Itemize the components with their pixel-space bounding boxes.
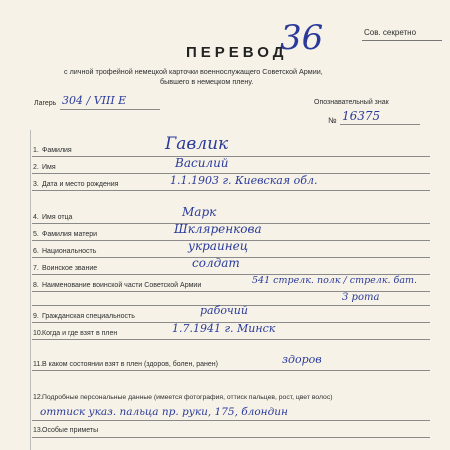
field-4-num: 4.: [33, 214, 39, 221]
field-8-value-2: 3 рота: [342, 292, 380, 303]
field-1-label: Фамилия: [42, 147, 72, 154]
field-8-label: Наименование воинской части Советской Армии: [42, 282, 202, 289]
field-11-value: здоров: [282, 353, 322, 366]
tag-label: Опознавательный знак: [314, 99, 389, 106]
field-11-line: [32, 370, 430, 371]
subtitle-line-1: с личной трофейной немецкой карточки военнослужащего Советской Армии,: [64, 67, 323, 76]
field-10-line: [32, 339, 430, 340]
field-9-num: 9.: [33, 313, 39, 320]
field-13-num: 13.: [33, 427, 43, 434]
field-10-num: 10.: [33, 330, 43, 337]
field-7-label: Воинское звание: [42, 265, 98, 272]
field-4-value: Марк: [182, 205, 217, 219]
field-3-label: Дата и место рождения: [42, 181, 119, 188]
field-6-num: 6.: [33, 248, 39, 255]
field-9-value: рабочий: [200, 304, 248, 317]
field-3-line: [32, 190, 430, 191]
field-11-num: 11.: [33, 361, 43, 368]
field-1-value: Гавлик: [165, 134, 229, 154]
field-12-label: Подробные персональные данные (имеется фотография, оттиск пальцев, рост, цвет волос): [42, 394, 333, 401]
document-title: ПЕРЕВОД: [186, 44, 288, 61]
field-1-num: 1.: [33, 147, 39, 154]
field-7-num: 7.: [33, 265, 39, 272]
field-4-label: Имя отца: [42, 214, 73, 221]
field-12-value: оттиск указ. пальца пр. руки, 175, блондин: [40, 406, 288, 418]
field-13-label: Особые приметы: [42, 427, 99, 434]
field-8-value: 541 стрелк. полк / стрелк. бат.: [252, 275, 418, 286]
field-2-num: 2.: [33, 164, 39, 171]
field-5-num: 5.: [33, 231, 39, 238]
field-7-value: солдат: [192, 256, 240, 270]
field-5-label: Фамилия матери: [42, 231, 98, 238]
tag-no-label: №: [328, 116, 337, 125]
field-2-label: Имя: [42, 164, 56, 171]
field-5-value: Шкляренкова: [174, 222, 262, 236]
field-3-value: 1.1.1903 г. Киевская обл.: [170, 174, 318, 187]
field-11-label: В каком состоянии взят в плен (здоров, болен, ранен): [42, 361, 218, 368]
field-1-line: [32, 156, 430, 157]
field-13-line: [32, 437, 430, 438]
tag-value: 16375: [342, 109, 381, 123]
left-margin-line: [30, 130, 31, 450]
subtitle-line-2: бывшего в немецком плену.: [160, 77, 254, 86]
field-10-label: Когда и где взят в плен: [42, 330, 118, 337]
secrecy-underline: [362, 40, 442, 41]
field-10-value: 1.7.1941 г. Минск: [172, 322, 276, 335]
camp-value: 304 / VIII E: [62, 94, 127, 107]
field-6-value: украинец: [188, 239, 249, 253]
field-12-num: 12.: [33, 394, 43, 401]
field-8-num: 8.: [33, 282, 39, 289]
camp-label: Лагерь: [34, 100, 57, 107]
field-2-value: Василий: [175, 156, 229, 170]
secrecy-label: Сов. секретно: [364, 28, 417, 37]
field-6-label: Национальность: [42, 248, 97, 255]
field-3-num: 3.: [33, 181, 39, 188]
tag-underline: [340, 124, 420, 125]
handwritten-number: 36: [280, 18, 324, 58]
field-9-label: Гражданская специальность: [42, 313, 135, 320]
camp-underline: [60, 109, 160, 110]
field-12-line: [32, 420, 430, 421]
